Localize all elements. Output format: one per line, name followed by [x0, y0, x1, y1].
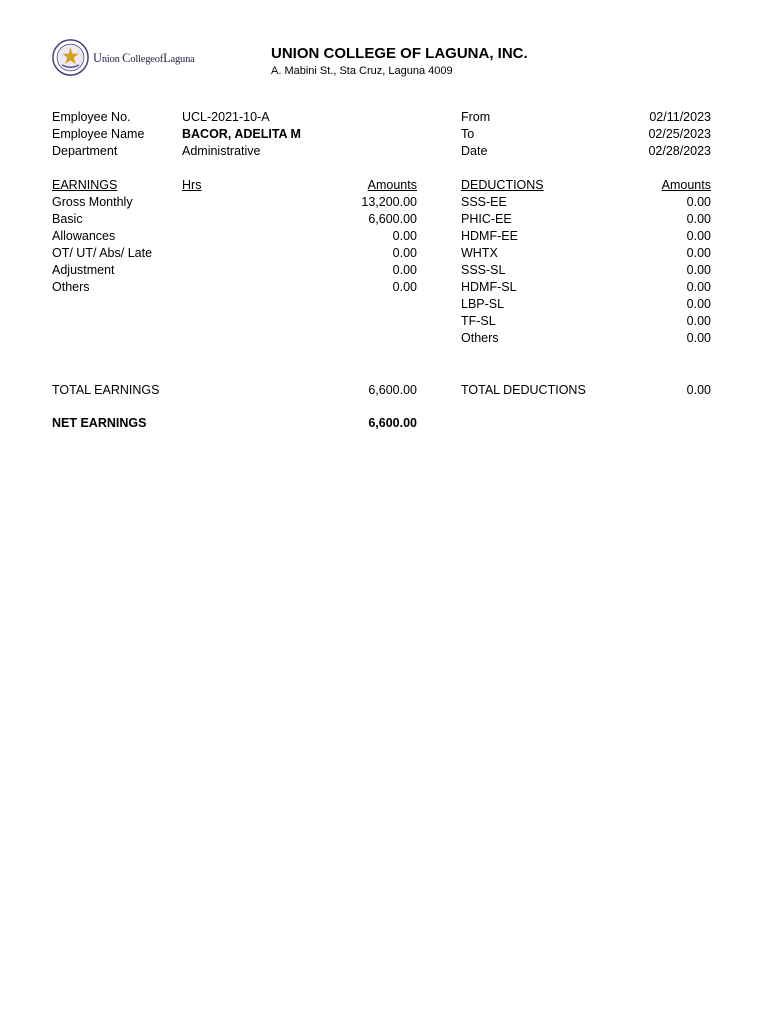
deductions-row-amount: 0.00	[686, 263, 711, 277]
earnings-row-label: OT/ UT/ Abs/ Late	[52, 246, 153, 260]
earnings-row-label: Others	[52, 280, 90, 294]
deductions-row-amount: 0.00	[686, 229, 711, 243]
college-logo	[52, 39, 222, 79]
total-earnings-value: 6,600.00	[368, 383, 417, 397]
college-seal-icon	[52, 39, 89, 76]
deductions-row-label: HDMF-EE	[461, 229, 518, 243]
deductions-row-label: HDMF-SL	[461, 280, 517, 294]
earnings-row-amount: 0.00	[392, 246, 417, 260]
hrs-header: Hrs	[182, 178, 202, 192]
net-earnings-value: 6,600.00	[368, 416, 417, 430]
date-value: 02/28/2023	[648, 144, 711, 158]
deductions-row-label: PHIC-EE	[461, 212, 512, 226]
deductions-row-amount: 0.00	[686, 212, 711, 226]
deductions-row-label: TF-SL	[461, 314, 496, 328]
deductions-row-amount: 0.00	[686, 314, 711, 328]
to-value: 02/25/2023	[648, 127, 711, 141]
earnings-row-label: Allowances	[52, 229, 116, 243]
employee-no-label: Employee No.	[52, 110, 131, 124]
from-label: From	[461, 110, 491, 124]
deductions-row-amount: 0.00	[686, 246, 711, 260]
earnings-row-amount: 13,200.00	[361, 195, 417, 209]
earnings-row-amount: 0.00	[392, 263, 417, 277]
deductions-header: DEDUCTIONS	[461, 178, 544, 192]
deductions-row-amount: 0.00	[686, 297, 711, 311]
total-deductions-label: TOTAL DEDUCTIONS	[461, 383, 586, 397]
deductions-row-label: SSS-EE	[461, 195, 507, 209]
deductions-amount-header: Amounts	[661, 178, 711, 192]
earnings-row-amount: 6,600.00	[368, 212, 417, 226]
department-value: Administrative	[182, 144, 261, 158]
deductions-row-label: Others	[461, 331, 499, 345]
earnings-row-amount: 0.00	[392, 280, 417, 294]
employee-no-value: UCL-2021-10-A	[182, 110, 270, 124]
employee-name-value: BACOR, ADELITA M	[182, 127, 301, 141]
net-earnings-label: NET EARNINGS	[52, 416, 147, 430]
deductions-row-label: LBP-SL	[461, 297, 505, 311]
total-earnings-label: TOTAL EARNINGS	[52, 383, 160, 397]
from-value: 02/11/2023	[649, 110, 711, 124]
to-label: To	[461, 127, 475, 141]
earnings-header: EARNINGS	[52, 178, 118, 192]
earnings-row-label: Basic	[52, 212, 83, 226]
deductions-row-amount: 0.00	[686, 195, 711, 209]
date-label: Date	[461, 144, 488, 158]
company-name: UNION COLLEGE OF LAGUNA, INC.	[271, 45, 528, 62]
total-deductions-value: 0.00	[686, 383, 711, 397]
deductions-row-label: SSS-SL	[461, 263, 506, 277]
employee-name-label: Employee Name	[52, 127, 145, 141]
logo-text: Union CollegeofLaguna	[93, 51, 195, 65]
earnings-row-amount: 0.00	[392, 229, 417, 243]
earnings-row-label: Adjustment	[52, 263, 115, 277]
department-label: Department	[52, 144, 118, 158]
company-address: A. Mabini St., Sta Cruz, Laguna 4009	[271, 65, 453, 77]
deductions-row-label: WHTX	[461, 246, 498, 260]
deductions-row-amount: 0.00	[686, 280, 711, 294]
earnings-amount-header: Amounts	[367, 178, 417, 192]
earnings-row-label: Gross Monthly	[52, 195, 133, 209]
deductions-row-amount: 0.00	[686, 331, 711, 345]
